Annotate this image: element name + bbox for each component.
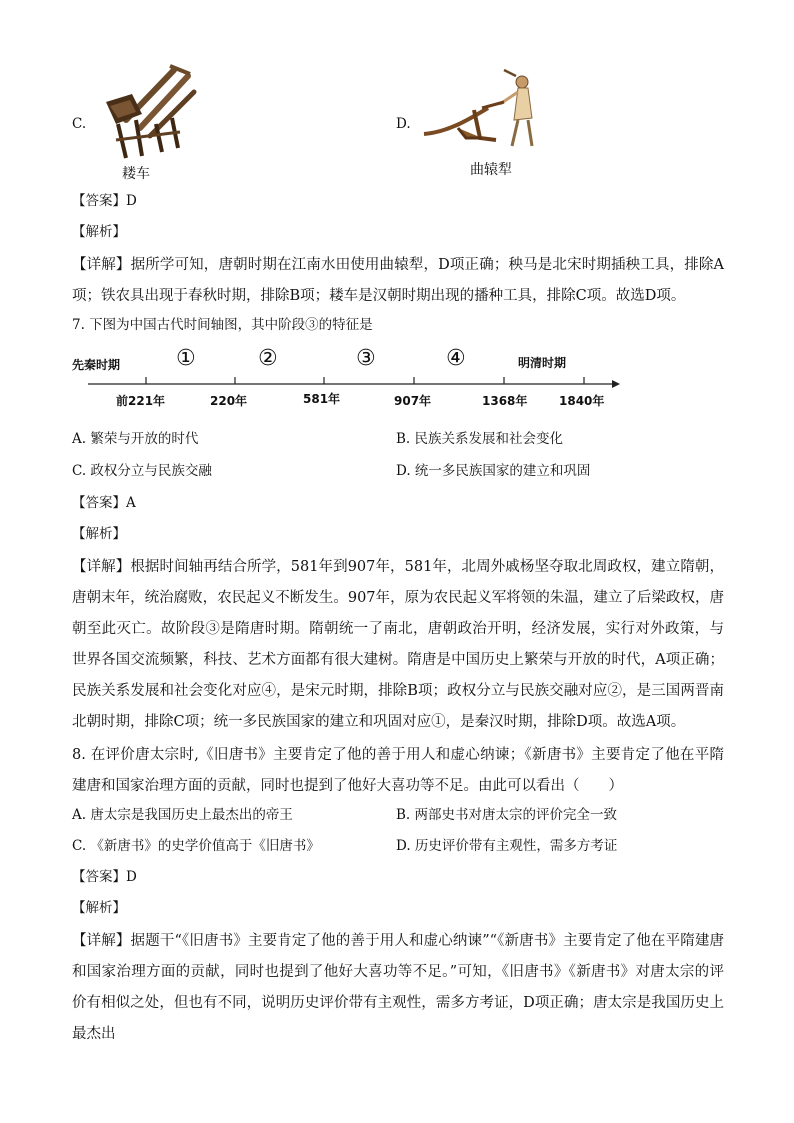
- q8-option-c: C. 《新唐书》的史学价值高于《旧唐书》: [72, 838, 320, 854]
- q8-stem: 8. 在评价唐太宗时,《旧唐书》主要肯定了他的善于用人和虚心纳谏；《新唐书》主要肯定了他在平隋建唐和国家治理方面的贡献，同时也提到了他好大喜功等不足。由此可以看出（ ）: [72, 747, 724, 794]
- option-c-caption: 耧车: [122, 166, 150, 182]
- q7-stem: 7. 下图为中国古代时间轴图，其中阶段③的特征是: [72, 317, 373, 333]
- q7-option-a: A. 繁荣与开放的时代: [72, 431, 199, 447]
- timeline-stage-1: ①: [176, 346, 196, 371]
- timeline-right-label: 明清时期: [518, 356, 567, 370]
- timeline-tick-label: 220年: [210, 394, 248, 408]
- seed-drill-image: [96, 62, 200, 166]
- q6-answer: 【答案】D: [72, 193, 137, 209]
- timeline-tick-label: 907年: [394, 394, 432, 408]
- q8-analysis-label: 【解析】: [72, 900, 126, 916]
- timeline-tick-label: 581年: [303, 392, 341, 406]
- q7-option-c: C. 政权分立与民族交融: [72, 463, 212, 479]
- timeline: [72, 342, 632, 414]
- q8-option-b: B. 两部史书对唐太宗的评价完全一致: [396, 807, 618, 823]
- q8-option-d: D. 历史评价带有主观性，需多方考证: [396, 838, 618, 854]
- q7-answer: 【答案】A: [72, 495, 136, 511]
- timeline-stage-2: ②: [258, 346, 278, 371]
- timeline-tick-label: 1840年: [559, 394, 605, 408]
- timeline-tick-label: 1368年: [482, 394, 528, 408]
- q6-detail: 【详解】据所学可知，唐朝时期在江南水田使用曲辕犁，D项正确；秧马是北宋时期插秧工具，排除A项；铁农具出现于春秋时期，排除B项；耧车是汉朝时期出现的播种工具，排除C项。故选D项。: [72, 257, 724, 304]
- timeline-stage-4: ④: [446, 346, 466, 371]
- q6-analysis-label: 【解析】: [72, 224, 126, 240]
- q8-option-a: A. 唐太宗是我国历史上最杰出的帝王: [72, 807, 293, 823]
- option-d-caption: 曲辕犁: [470, 162, 512, 178]
- q8-detail: 【详解】据题干“《旧唐书》主要肯定了他的善于用人和虚心纳谏”“《新唐书》主要肯定了他在平隋建唐和国家治理方面的贡献，同时也提到了他好大喜功等不足。”可知，《旧唐书》《新唐书》对唐太宗的评价有相似之处，但也有不同，说明历史评价带有主观性，需多方考证，D项正确；唐太宗是我国历史上最杰出: [72, 933, 724, 1042]
- q8-answer: 【答案】D: [72, 869, 137, 885]
- timeline-stage-3: ③: [356, 346, 376, 371]
- option-d-letter: D.: [396, 116, 411, 132]
- timeline-left-label: 先秦时期: [72, 358, 121, 372]
- q7-detail: 【详解】根据时间轴再结合所学，581年到907年，581年，北周外戚杨坚夺取北周政权，建立隋朝，唐朝末年，统治腐败，农民起义不断发生。907年，原为农民起义军将领的朱温，建立了后梁政权，唐朝至此灭亡。故阶段③是隋唐时期。隋朝统一了南北，唐朝政治开明，经济发展，实行对外政策，与世界各国交流频繁，科技、艺术方面都有很大建树。隋唐是中国历史上繁荣与开放的时代，A项正确；民族关系发展和社会变化对应④，是宋元时期，排除B项；政权分立与民族交融对应②，是三国两晋南北朝时期，排除C项；统一多民族国家的建立和巩固对应①，是秦汉时期，排除D项。故选A项。: [72, 559, 724, 730]
- option-c-letter: C.: [72, 116, 87, 132]
- timeline-tick-label: 前221年: [116, 394, 166, 408]
- q7-analysis-label: 【解析】: [72, 526, 126, 542]
- q7-option-d: D. 统一多民族国家的建立和巩固: [396, 463, 591, 479]
- q7-option-b: B. 民族关系发展和社会变化: [396, 431, 564, 447]
- curved-plough-image: [418, 68, 548, 152]
